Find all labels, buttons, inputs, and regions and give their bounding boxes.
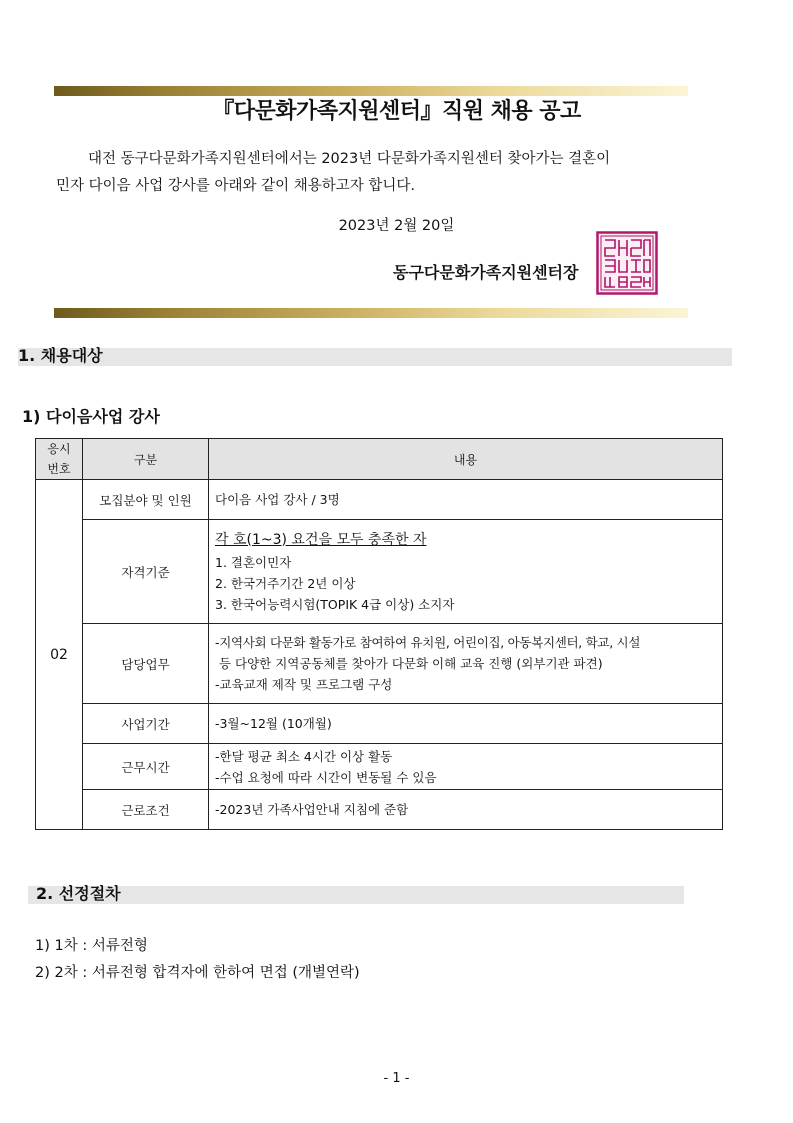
subsection-heading: 1) 다이음사업 강사 bbox=[22, 407, 160, 426]
intro-line-2: 민자 다이음 사업 강사를 아래와 같이 채용하고자 합니다. bbox=[56, 178, 416, 194]
page-number: - 1 - bbox=[383, 1071, 410, 1086]
table-row bbox=[36, 704, 723, 744]
section-1-heading bbox=[18, 348, 732, 366]
row-label: 모집분야 및 인원 bbox=[83, 480, 209, 520]
notice-title: 『다문화가족지원센터』직원 채용 공고 bbox=[212, 99, 581, 124]
signer-name: 동구다문화가족지원센터장 bbox=[393, 263, 579, 282]
content-line: -2023년 가족사업안내 지침에 준함 bbox=[215, 802, 409, 817]
row-content bbox=[209, 790, 723, 830]
row-content bbox=[209, 744, 723, 790]
section-1-heading-text: 1. 채용대상 bbox=[18, 346, 103, 365]
row-label: 근로조건 bbox=[83, 790, 209, 830]
selection-step-1: 1) 1차 : 서류전형 bbox=[35, 938, 148, 954]
requirement-heading: 각 호(1~3) 요건을 모두 충족한 자 bbox=[215, 531, 427, 548]
content-line: -교육교재 제작 및 프로그램 구성 bbox=[215, 677, 393, 692]
content-line: -지역사회 다문화 활동가로 참여하여 유치원, 어린이집, 아동복지센터, 학교, 시설 bbox=[215, 635, 641, 650]
row-content bbox=[209, 704, 723, 744]
content-line: 등 다양한 지역공동체를 찾아가 다문화 이해 교육 진행 (외부기관 파견) bbox=[215, 656, 603, 671]
selection-step-2: 2) 2차 : 서류전형 합격자에 한하여 면접 (개별연락) bbox=[35, 965, 360, 981]
application-number: 02 bbox=[36, 480, 83, 830]
header-content: 내용 bbox=[209, 439, 723, 480]
bottom-gold-divider bbox=[54, 308, 688, 318]
content-line: -한달 평균 최소 4시간 이상 활동 bbox=[215, 748, 393, 764]
table-row bbox=[36, 790, 723, 830]
row-content bbox=[209, 520, 723, 624]
intro-paragraph bbox=[56, 146, 686, 200]
content-line: 1. 결혼이민자 bbox=[215, 554, 292, 570]
section-2-heading-text: 2. 선정절차 bbox=[36, 884, 121, 903]
row-label: 자격기준 bbox=[83, 520, 209, 624]
notice-date: 2023년 2월 20일 bbox=[338, 218, 455, 234]
row-label: 사업기간 bbox=[83, 704, 209, 744]
content-line: -수업 요청에 따라 시간이 변동될 수 있음 bbox=[215, 769, 437, 785]
official-seal-icon bbox=[596, 231, 658, 295]
table-row bbox=[36, 744, 723, 790]
row-label: 근무시간 bbox=[83, 744, 209, 790]
header-number bbox=[36, 439, 83, 480]
row-content bbox=[209, 480, 723, 520]
recruitment-table bbox=[35, 438, 723, 830]
table-row bbox=[36, 520, 723, 624]
content-line: -3월~12월 (10개월) bbox=[215, 716, 332, 731]
table-row bbox=[36, 480, 723, 520]
row-content bbox=[209, 624, 723, 704]
header-category: 구분 bbox=[83, 439, 209, 480]
row-label: 담당업무 bbox=[83, 624, 209, 704]
table-header-row bbox=[36, 439, 723, 480]
content-line: 3. 한국어능력시험(TOPIK 4급 이상) 소지자 bbox=[215, 596, 455, 612]
content-line: 2. 한국거주기간 2년 이상 bbox=[215, 575, 356, 591]
header-number-text: 응시 번호 bbox=[47, 442, 71, 476]
table-row bbox=[36, 624, 723, 704]
content-line: 다이음 사업 강사 / 3명 bbox=[215, 492, 340, 507]
intro-line-1: 대전 동구다문화가족지원센터에서는 2023년 다문화가족지원센터 찾아가는 결혼이 bbox=[88, 151, 611, 167]
section-2-heading bbox=[28, 886, 684, 904]
